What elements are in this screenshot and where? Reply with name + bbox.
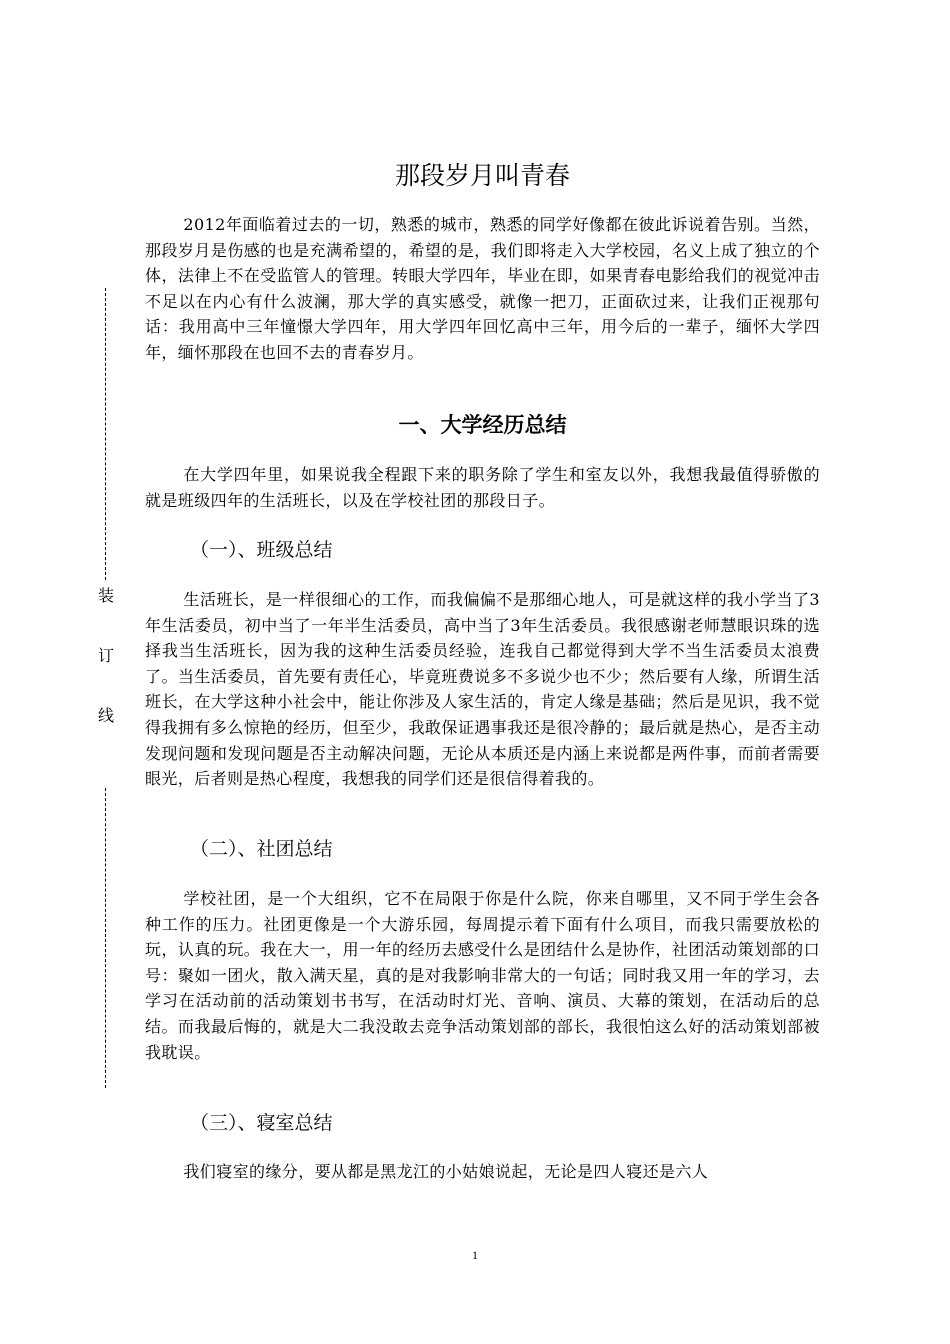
section-heading-university-summary: 一、大学经历总结 [398, 413, 567, 437]
binding-dashed-line-top [105, 288, 106, 580]
binding-dashed-line-bottom [105, 788, 106, 1088]
dorm-summary-paragraph: 我们寝室的缘分，要从都是黑龙江的小姑娘说起，无论是四人寝还是六人 [183, 1162, 709, 1181]
subheading-class-summary: （一）、班级总结 [190, 539, 333, 561]
class-summary-paragraph: 生活班长，是一样很细心的工作，而我偏偏不是那细心地人，可是就这样的我小学当了3年生活委员，初中当了一年半生活委员，高中当了3年生活委员。我很感谢老师慧眼识珠的选择我当生活班长，因为我的这种生活委员经验，连我自己都觉得到大学不当生活委员太浪费了。当生活委员，首先要有责任心，毕竟班费说多不多说少也不少；然后要有人缘，所谓生活班长，在大学这种小社会中，能让你涉及人家生活的，肯定人缘是基础；然后是见识，我不觉得我拥有多么惊艳的经历，但至少，我敢保证遇事我还是很冷静的；最后就是热心，是否主动发现问题和发现问题是否主动解决问题，无论从本质还是内涵上来说都是两件事，而前者需要眼光，后者则是热心程度，我想我的同学们还是很信得着我的。 [145, 590, 820, 789]
binding-char-xian: 线 [97, 706, 114, 725]
subheading-dorm-summary: （三）、寝室总结 [190, 1112, 333, 1134]
subheading-club-summary: （二）、社团总结 [190, 838, 333, 860]
page-number: 1 [472, 1248, 478, 1262]
binding-margin [94, 288, 118, 1088]
intro-paragraph: 2012年面临着过去的一切，熟悉的城市，熟悉的同学好像都在彼此诉说着告别。当然，那段岁月是伤感的也是充满希望的，希望的是，我们即将走入大学校园，名义上成了独立的个体，法律上不在受监管人的管理。转眼大学四年，毕业在即，如果青春电影给我们的视觉冲击不足以在内心有什么波澜，那大学的真实感受，就像一把刀，正面砍过来，让我们正视那句话：我用高中三年憧憬大学四年，用大学四年回忆高中三年，用今后的一辈子，缅怀大学四年，缅怀那段在也回不去的青春岁月。 [145, 215, 820, 362]
binding-char-ding: 订 [97, 646, 114, 665]
binding-char-zhuang: 装 [97, 586, 114, 605]
section-intro-paragraph: 在大学四年里，如果说我全程跟下来的职务除了学生和室友以外，我想我最值得骄傲的就是班级四年的生活班长，以及在学校社团的那段日子。 [145, 465, 820, 510]
document-title: 那段岁月叫青春 [394, 161, 570, 190]
club-summary-paragraph: 学校社团，是一个大组织，它不在局限于你是什么院，你来自哪里，又不同于学生会各种工作的压力。社团更像是一个大游乐园，每周提示着下面有什么项目，而我只需要放松的玩，认真的玩。我在大一，用一年的经历去感受什么是团结什么是协作，社团活动策划部的口号：聚如一团火，散入满天星，真的是对我影响非常大的一句话；同时我又用一年的学习，去学习在活动前的活动策划书书写，在活动时灯光、音响、演员、大幕的策划，在活动后的总结。而我最后悔的，就是大二我没敢去竞争活动策划部的部长，我很怕这么好的活动策划部被我耽误。 [145, 889, 820, 1062]
